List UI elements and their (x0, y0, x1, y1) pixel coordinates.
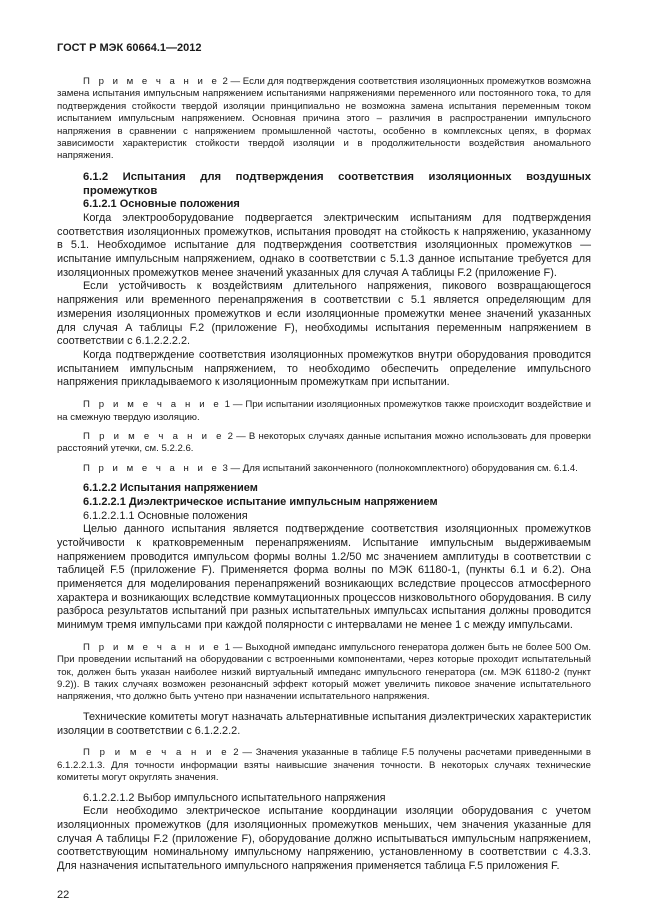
note-2-table-f5 (57, 747, 591, 784)
note-label: П р и м е ч а н и е (83, 462, 220, 474)
page-content (57, 76, 591, 874)
note-2 (57, 431, 591, 456)
heading-6-1-2-2: 6.1.2.2 Испытания напряжением (83, 482, 258, 495)
paragraph: Когда подтверждение соответствия изоляционных промежутков внутри оборудования проводится испытанием импульсным напряжением, то необходимо обеспечить определение импульсного напряжения прикладываемого к изоляционным промежуткам при испытании. (57, 348, 591, 389)
paragraph: Если устойчивость к воздействиям длительного напряжения, пикового возвращающегося напряжения или временного перенапряжения в соответствии с 5.1 является определяющим для измерения изоляционных промежутков и если изоляционные промежутки менее значений указанных для случая A таблицы F.2 (приложение F), необходимы испытания переменным напряжением в соответствии с 6.1.2.2.2.2. (57, 280, 591, 348)
note-text: — Для испытаний законченного (полнокомплектного) оборудования см. 6.1.4. (230, 462, 578, 474)
note-text: — При испытании изоляционных промежутков также происходит воздействие и на смежную твердую изоляцию. (57, 399, 592, 423)
note-label: П р и м е ч а н и е (83, 430, 225, 442)
page-number: 22 (57, 888, 70, 901)
paragraph: Технические комитеты могут назначать альтернативные испытания диэлектрических характеристик изоляции в соответствии с 6.1.2.2.2. (57, 710, 591, 737)
heading-6-1-2: 6.1.2 Испытания для подтверждения соответствия изоляционных воздушных промежутков (83, 170, 591, 197)
note-text: — Значения указанные в таблице F.5 получены расчетами приведенными в 6.1.2.2.1.3. Для точности информации взяты наивысшие значения точности. В некоторых случаях технические комитеты могут округлять значения. (57, 747, 592, 784)
paragraph: Целью данного испытания является подтверждение соответствия изоляционных промежутков устойчивости к кратковременным перенапряжениям. Испытание импульсным выдерживаемым напряжением проводится импульсом формы волны 1.2/50 мс значением амплитуды в соответствии с таблицей F.5 (приложение F). Применяется форма волны по МЭК 61180-1, (пункты 6.1 и 6.2). Она применяется для моделирования перенапряжений возникающих вследствие процессов атмосферного характера и возникающих вследствие коммутационных процессов низковольтного оборудования. В силу разброса результатов испытаний при разных испытательных импульсах испытания должны проводится минимум тремя импульсами при каждой полярности с интервалами не менее 1 с между импульсами. (57, 523, 591, 632)
note-number: 2 (227, 430, 233, 442)
heading-6-1-2-1: 6.1.2.1 Основные положения (83, 198, 240, 211)
note-number: 2 (222, 76, 228, 87)
note-3 (57, 463, 591, 475)
note-label: П р и м е ч а н и е (83, 76, 220, 87)
note-text: — В некоторых случаях данные испытания можно использовать для проверки расстояний утечки, см. 5.2.2.6. (57, 430, 592, 455)
note-1-generator-impedance (57, 642, 591, 704)
note-text: — Выходной импеданс импульсного генератора должен быть не более 500 Ом. При проведении испытаний на оборудовании с встроенными компонентами, через которые проходит испытательный ток, должен быть указан наиболее низкий виртуальный импеданс импульсного генератора (см. МЭК 61180-2 (пункт 9.2)). В таких случаях возможен резонансный эффект который может увеличить пиковое значение испытательного напряжения, что должно быть учтено при назначении испытательного напряжения. (57, 641, 592, 703)
note-number: 1 (224, 399, 231, 411)
paragraph: Когда электрооборудование подвергается электрическим испытаниям для подтверждения соответствия изоляционных промежутков, испытания проводят на стойкость к напряжению, указанному в 5.1. Необходимое испытание для подтверждения соответствия изоляционных промежутков — испытание импульсным напряжением, однако в соответствии с 5.1.3 данное испытание требуется для изоляционных промежутков менее значений указанных для случая A таблицы F.2 (приложение F). (57, 211, 591, 279)
document-header: ГОСТ Р МЭК 60664.1—2012 (57, 42, 202, 54)
note-label: П р и м е ч а н и е (83, 641, 222, 653)
subheading-6-1-2-2-1-2: 6.1.2.2.1.2 Выбор импульсного испытательного напряжения (83, 791, 386, 804)
paragraph: Если необходимо электрическое испытание координации изоляции оборудования с учетом изоляционных промежутков (для изоляционных промежутков меньших, чем значения указанные для случая A таблицы F.2 (приложение F), оборудование должно испытываться импульсным напряжением, соответствующим номинальному импульсному напряжению, установленному в соответствии с 4.3.3. Для назначения испытательного импульсного напряжения применяется таблица F.5 приложения F. (57, 805, 591, 873)
note-number: 3 (222, 462, 228, 474)
subheading-6-1-2-2-1-1: 6.1.2.2.1.1 Основные положения (83, 509, 248, 522)
note-text: — Если для подтверждения соответствия изоляционных промежутков возможна замена испытания импульсным напряжением испытаниями напряжениями переменного или постоянного тока, то для подтверждения стойкости твердой изоляции принципиально не возможна замена испытания переменным током испытанием импульсным напряжением. Основная причина этого – различия в распространении импульсного напряжения в сравнении с напряжением промышленной частоты, особенно в комплексных цепях, в формах зависимости характеристик стойкости твердой изоляции и в продолжительности воздействия аномального напряжения. (57, 76, 591, 162)
note-number: 2 (233, 747, 239, 759)
note-number: 1 (224, 641, 230, 653)
note-label: П р и м е ч а н и е (83, 747, 230, 759)
note-1 (57, 399, 591, 424)
note-2-impulse-replacement (57, 76, 591, 163)
heading-6-1-2-2-1: 6.1.2.2.1 Диэлектрическое испытание импульсным напряжением (83, 495, 438, 508)
note-label: П р и м е ч а н и е (83, 399, 222, 411)
